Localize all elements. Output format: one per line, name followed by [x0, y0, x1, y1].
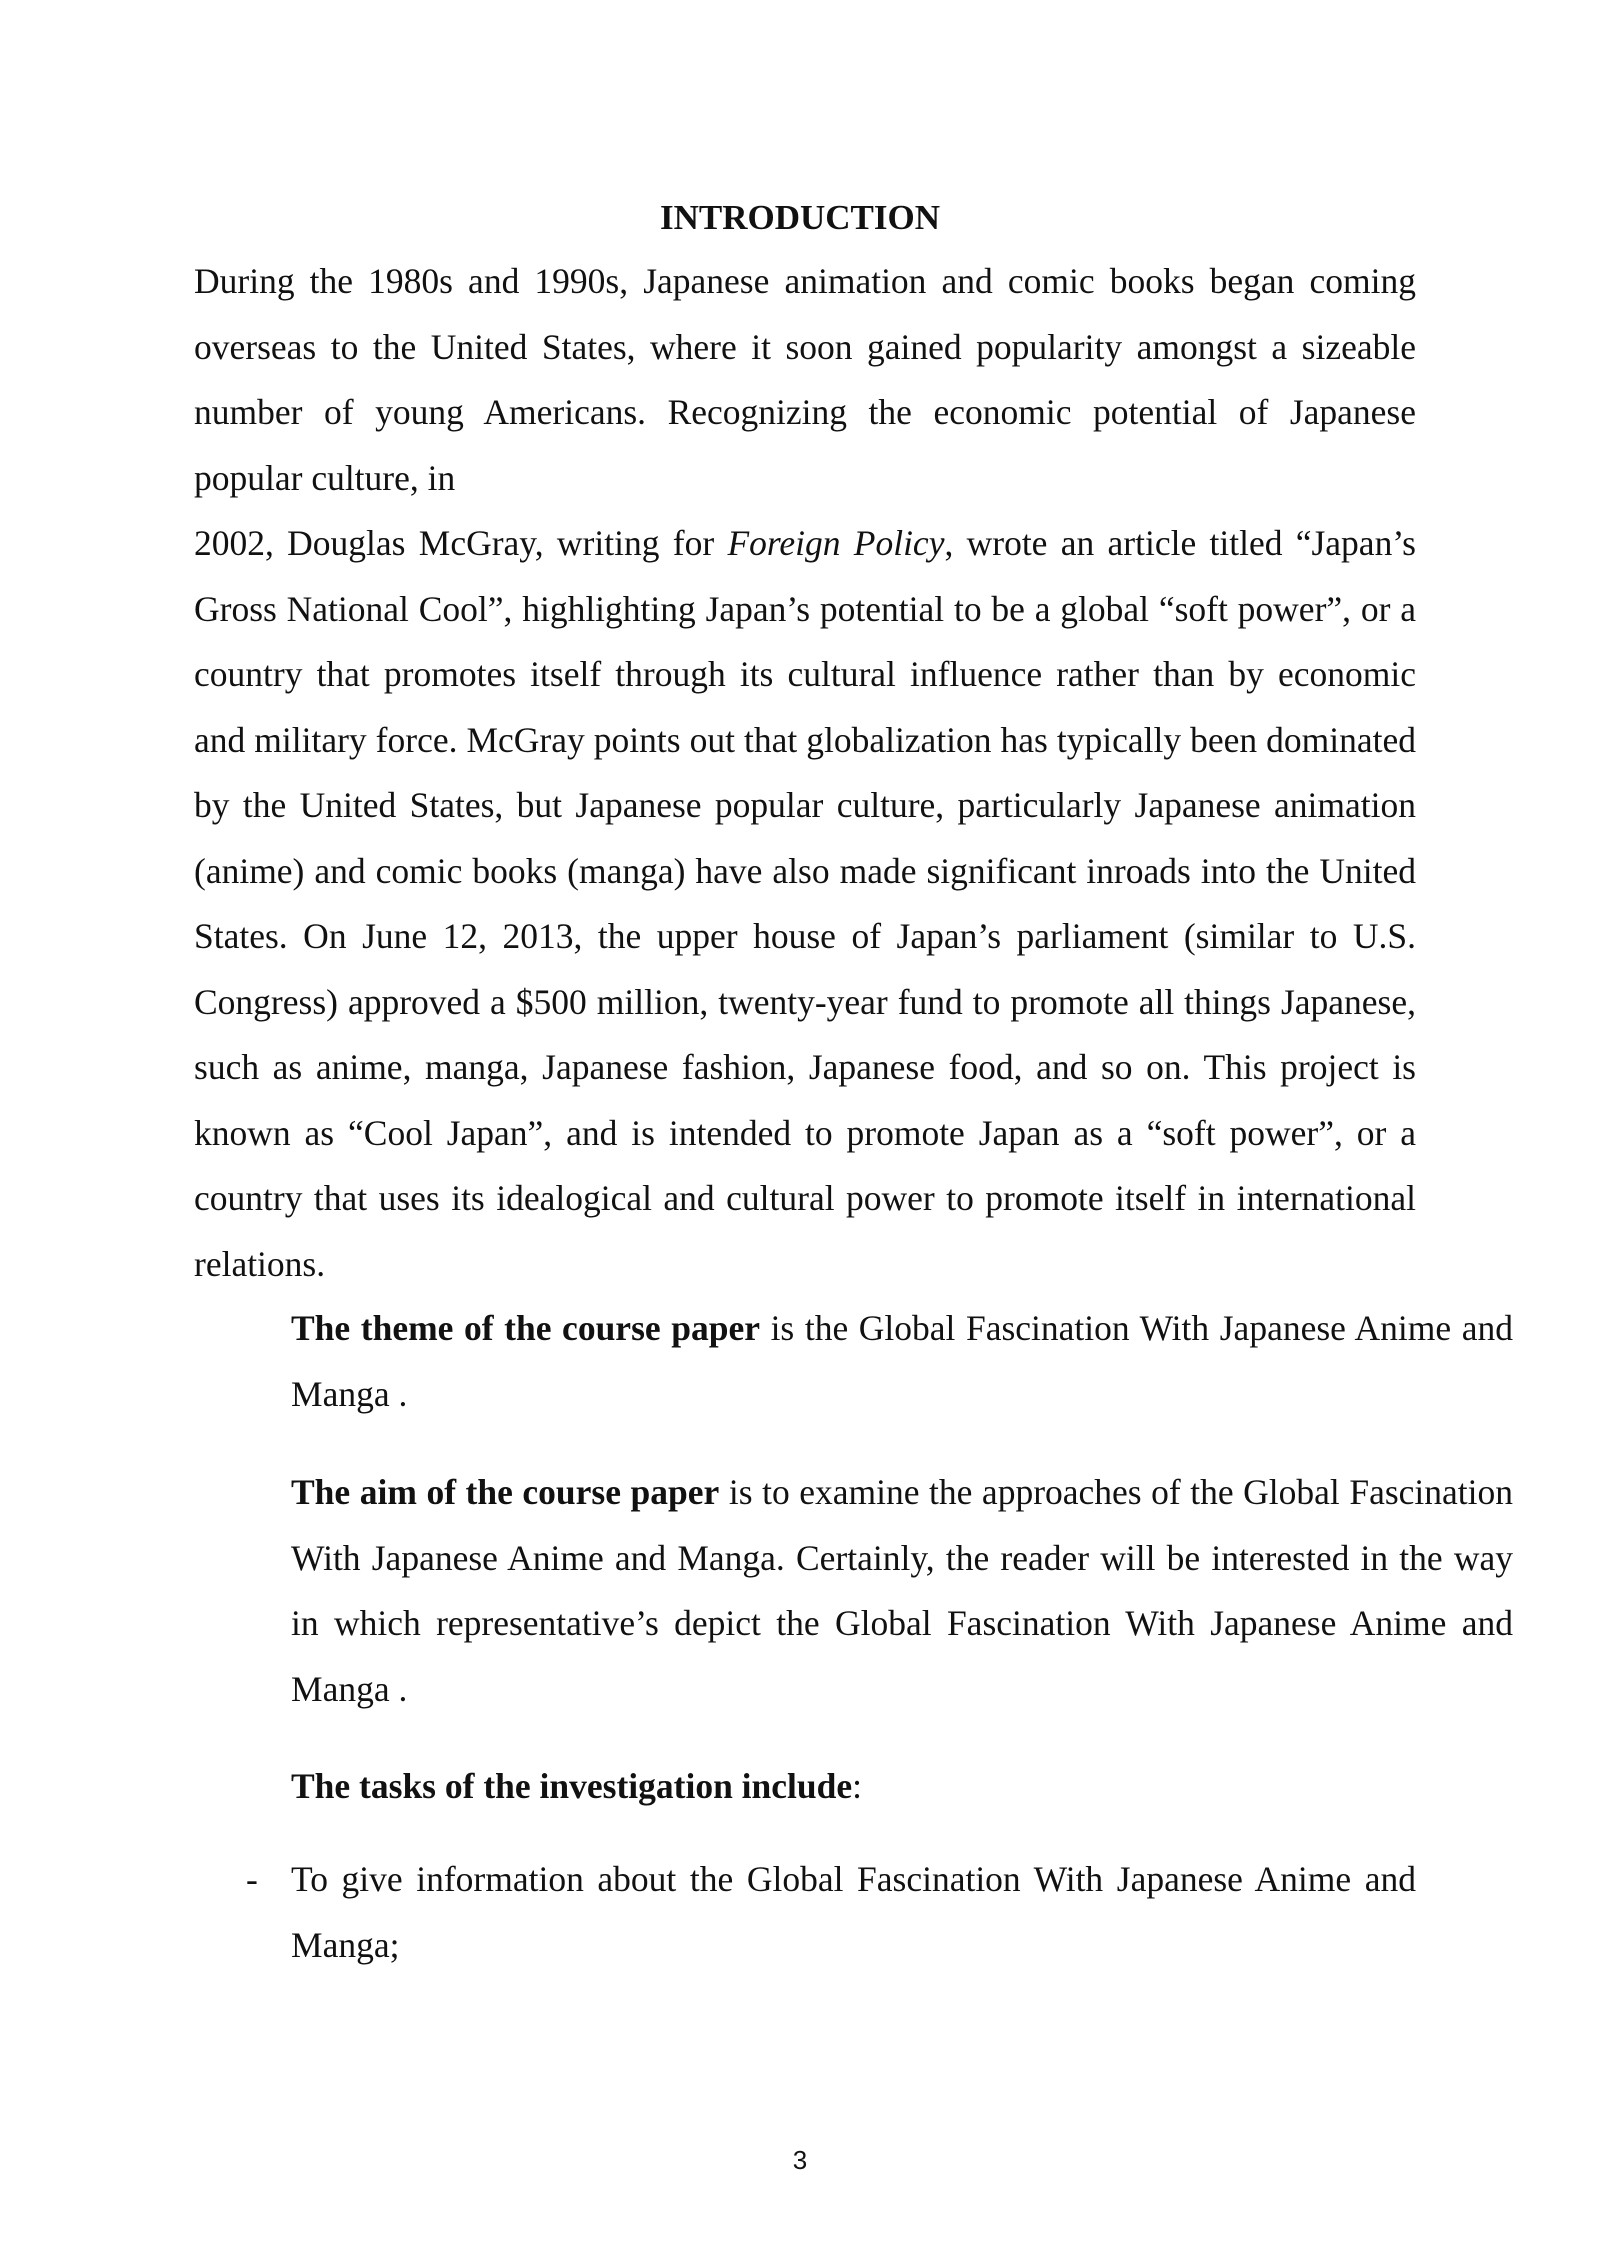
intro-text-part2: 2002, Douglas McGray, writing for [194, 523, 728, 563]
aim-text: is to examine the approaches of the Global Fascination With Japanese Anime and Manga. Certainly, the reader will be interested in the way in which representative’s depict the Global Fascination With Japanese Anime and Manga . [291, 1472, 1513, 1709]
intro-text-part3: , wrote an article titled “Japan’s Gross National Cool”, highlighting Japan’s potential to be a global “soft power”, or a country that promotes itself through its cultural influence rather than by economic and military force. McGray points out that globalization has typically been dominated by the United States, but Japanese popular culture, particularly Japanese animation (anime) and comic books (manga) have also made significant inroads into the United States. On June 12, 2013, the upper house of Japan’s parliament (similar to U.S. Congress) approved a $500 million, twenty-year fund to promote all things Japanese, such as anime, manga, Japanese fashion, Japanese food, and so on. This project is known as “Cool Japan”, and is intended to promote Japan as a “soft power”, or a country that uses its idealogical and cultural power to promote itself in international relations. [194, 523, 1416, 1284]
page-number: 3 [792, 2145, 808, 2175]
list-item-text: To give information about the Global Fascination With Japanese Anime and Manga; [291, 1859, 1416, 1965]
list-item [194, 1847, 1416, 1978]
list-marker: - [246, 1859, 258, 1899]
intro-paragraph [194, 249, 1416, 1297]
section-heading: INTRODUCTION [659, 198, 941, 237]
tasks-paragraph [194, 1754, 1513, 1820]
aim-paragraph [194, 1460, 1513, 1722]
theme-label: The theme of the course paper [291, 1308, 760, 1348]
tasks-label: The tasks of the investigation include [291, 1766, 853, 1806]
theme-paragraph [194, 1296, 1513, 1427]
tasks-suffix: : [852, 1766, 863, 1806]
aim-label: The aim of the course paper [291, 1472, 720, 1512]
intro-text-part1: During the 1980s and 1990s, Japanese animation and comic books began coming overseas to the United States, where it soon gained popularity amongst a sizeable number of young Americans. Recognizing the economic potential of Japanese popular culture, in [194, 261, 1416, 498]
theme-text: is the Global Fascination With Japanese Anime and Manga . [291, 1308, 1513, 1414]
journal-title: Foreign Policy [727, 523, 945, 563]
